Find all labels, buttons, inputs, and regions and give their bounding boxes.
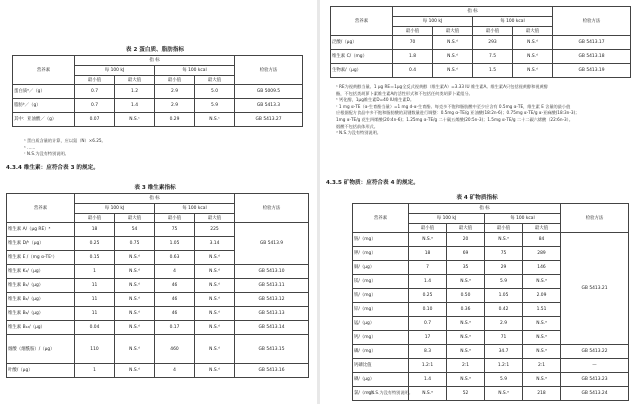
- header-nutrient: 营养素: [13, 56, 75, 85]
- nutrient-name: 锰/（μg）: [353, 317, 409, 331]
- test-method: GB 5413.9: [235, 223, 309, 265]
- value-max-per-100kj: N.S.ᵈ: [115, 364, 155, 378]
- value-min-per-100kcal: 7.5: [473, 50, 513, 64]
- table-row: [7, 307, 309, 321]
- table-row: [7, 265, 309, 279]
- value-min-per-100kj: 1.4: [409, 373, 447, 387]
- table-row: [7, 279, 309, 293]
- header-indicator: 指 标: [393, 7, 553, 17]
- value-min-per-100kj: 70: [393, 36, 433, 50]
- value-min-per-100kj: 0.07: [75, 113, 115, 127]
- test-method: GB 5413.11: [235, 279, 309, 293]
- header-max-kj: 最大值: [115, 76, 155, 85]
- header-method: 检验方法: [553, 7, 631, 36]
- value-min-per-100kj: 11: [75, 307, 115, 321]
- value-max-per-100kcal: 146: [523, 261, 561, 275]
- nutrient-name: 铜/（μg）: [353, 261, 409, 275]
- value-max-per-100kj: N.S.ᵈ: [433, 36, 473, 50]
- value-max-per-100kj: N.S.ᵈ: [433, 64, 473, 78]
- header-per-100kj: 每 100 kJ: [393, 17, 473, 27]
- test-method: GB 5009.5: [235, 85, 303, 99]
- value-max-per-100kcal: N.S.ᵈ: [195, 307, 235, 321]
- header-max-kcal: 最大值: [195, 76, 235, 85]
- nutrient-name: 叶酸/（μg）: [7, 364, 75, 378]
- value-max-per-100kj: N.S.ᶜ: [115, 113, 155, 127]
- value-max-per-100kcal: N.S.ᵃ: [523, 331, 561, 345]
- page-gutter: [317, 0, 320, 404]
- value-min-per-100kj: 0.7: [409, 317, 447, 331]
- nutrient-name: 镁/（mg）: [353, 275, 409, 289]
- value-max-per-100kj: N.S.ᵃ: [447, 317, 485, 331]
- value-max-per-100kcal: 5.9: [195, 99, 235, 113]
- header-per-100kcal: 每 100 kcal: [473, 17, 553, 27]
- nutrient-name: 维生素 B₆/（μg）: [7, 307, 75, 321]
- table4-title: 表 4 矿物质指标: [456, 195, 498, 201]
- nutrient-name: 维生素 E /（mg α-TEᶜ）: [7, 251, 75, 265]
- value-min-per-100kj: 1.8: [393, 50, 433, 64]
- protein-fat-table: [12, 55, 303, 127]
- nutrient-name: 钠/（mg）: [353, 233, 409, 247]
- table-row: [13, 85, 303, 99]
- test-method: —: [561, 359, 629, 373]
- value-min-per-100kcal: 4: [155, 265, 195, 279]
- header-method: 检验方法: [235, 194, 309, 223]
- value-min-per-100kcal: 5.9: [485, 275, 523, 289]
- value-max-per-100kj: N.S.ᵈ: [115, 335, 155, 364]
- value-min-per-100kcal: N.S.ᵃ: [485, 387, 523, 401]
- nutrient-name: 维生素 C/（mg）: [331, 50, 393, 64]
- value-max-per-100kj: 1.2: [115, 85, 155, 99]
- nutrient-name: 泛酸/（μg）: [331, 36, 393, 50]
- value-max-per-100kcal: N.S.ᵈ: [195, 364, 235, 378]
- value-min-per-100kcal: 34.7: [485, 345, 523, 359]
- test-method: GB 5413.17: [553, 36, 631, 50]
- header-min-kj: 最小值: [75, 76, 115, 85]
- value-min-per-100kcal: 0.17: [155, 321, 195, 335]
- header-indicator: 指 标: [75, 194, 235, 204]
- header-min-kj: 最小值: [75, 214, 115, 223]
- value-max-per-100kj: 35: [447, 261, 485, 275]
- value-min-per-100kcal: 2.9: [155, 85, 195, 99]
- header-per-100kj: 每 100 kJ: [75, 66, 155, 76]
- value-max-per-100kj: N.S.ᵈ: [115, 293, 155, 307]
- value-min-per-100kcal: 75: [155, 223, 195, 237]
- value-max-per-100kcal: N.S.ᵈ: [513, 50, 553, 64]
- header-indicator: 指 标: [75, 56, 235, 66]
- table-row: [353, 345, 629, 359]
- value-min-per-100kj: 1: [75, 364, 115, 378]
- table-row: [7, 321, 309, 335]
- header-min-kcal: 最小值: [155, 76, 195, 85]
- nutrient-name: 维生素 K₁/（μg）: [7, 265, 75, 279]
- value-max-per-100kcal: N.S.ᶜ: [195, 113, 235, 127]
- right-page: [322, 0, 640, 404]
- value-min-per-100kcal: 1.5: [473, 64, 513, 78]
- value-max-per-100kcal: N.S.ᵈ: [513, 36, 553, 50]
- value-max-per-100kj: N.S.ᵈ: [115, 279, 155, 293]
- test-method: GB 5413.13: [235, 307, 309, 321]
- value-max-per-100kj: 2:1: [447, 359, 485, 373]
- value-max-per-100kcal: N.S.ᵃ: [523, 373, 561, 387]
- value-min-per-100kj: 7: [409, 261, 447, 275]
- value-min-per-100kcal: 75: [485, 247, 523, 261]
- header-per-100kj: 每 100 kJ: [409, 214, 485, 224]
- table-row: [353, 359, 629, 373]
- value-min-per-100kj: 0.25: [409, 289, 447, 303]
- table-row: [13, 113, 303, 127]
- header-per-100kj: 每 100 kJ: [75, 204, 155, 214]
- test-method: GB 5413.10: [235, 265, 309, 279]
- value-min-per-100kj: 11: [75, 279, 115, 293]
- value-min-per-100kj: 0.25: [75, 237, 115, 251]
- table-row: [331, 36, 631, 50]
- value-max-per-100kcal: 1.51: [523, 303, 561, 317]
- header-min-kcal: 最小值: [155, 214, 195, 223]
- value-max-per-100kcal: 3.14: [195, 237, 235, 251]
- nutrient-name: 维生素 B₁₂/（μg）: [7, 321, 75, 335]
- header-per-100kcal: 每 100 kcal: [155, 204, 235, 214]
- table-row: [331, 64, 631, 78]
- value-min-per-100kj: 11: [75, 293, 115, 307]
- table4-notes: ᵃ N.S.为没有特别说明。: [368, 390, 413, 395]
- nutrient-name: 维生素 B₂/（μg）: [7, 293, 75, 307]
- value-min-per-100kcal: 1.05: [155, 237, 195, 251]
- nutrient-name: 氯/（mg）: [353, 387, 409, 401]
- test-method: GB 5413.14: [235, 321, 309, 335]
- value-min-per-100kj: 8.3: [409, 345, 447, 359]
- nutrient-name: 生物素/（μg）: [331, 64, 393, 78]
- header-min-kcal: 最小值: [473, 27, 513, 36]
- section-4-3-4: 4.3.4 维生素：应符合表 3 的规定。: [6, 165, 99, 171]
- value-min-per-100kcal: 71: [485, 331, 523, 345]
- value-max-per-100kcal: 5.0: [195, 85, 235, 99]
- value-max-per-100kj: N.S.ᵃ: [447, 275, 485, 289]
- section-4-3-5: 4.3.5 矿物质：应符合表 4 的规定。: [326, 180, 419, 186]
- value-max-per-100kj: N.S.ᵈ: [115, 265, 155, 279]
- vitamin-table: [6, 193, 309, 378]
- value-min-per-100kcal: 1.05: [485, 289, 523, 303]
- header-nutrient: 营养素: [7, 194, 75, 223]
- vitamin-table-notes: ᵃ RE为视黄醇当量。1 μg RE＝1μg全反式视黄醇（维生素A）=3.33 IU 维生素A。维生素A只包括视黄醇和视黄醇 酯，不包括类胡萝卜素维生素A的活性形式和不包括任何类胡萝卜素组分。 ᵇ 钙化醇，1μg维生素D=40 IU维生素D。 ᶜ 1 mg α-TE（α-生育酚当量）=1 mg d-α-生育酚。每克多不饱和脂肪酸中至少应含有 0.5mg α-TE，维生素 E 含量的最小值 应根据配方食品中多不饱和脂肪酸的双键数量进行调整：0.5mg α-TE/g 亚油酸(18:2n-6)；0.75mg α-TE/g α-亚麻酸(18:3n-3)； 1mg α-TE/g 花生四烯酸(20:4n-6)；1.25mg α-TE/g 二十碳五烯酸(20:5n-3)；1.5mg α-TE/g 二十二碳六烯酸（22:6n-3）。 烟酸不包括前体形式。 ᵈ N.S.为没有特别说明。: [336, 84, 580, 136]
- value-max-per-100kcal: N.S.ᵈ: [195, 251, 235, 265]
- value-max-per-100kcal: 218: [523, 387, 561, 401]
- table2-title: 表 2 蛋白质、脂肪指标: [125, 47, 185, 53]
- value-max-per-100kcal: 2:1: [523, 359, 561, 373]
- value-min-per-100kj: 110: [75, 335, 115, 364]
- value-max-per-100kcal: N.S.ᵈ: [195, 265, 235, 279]
- value-min-per-100kcal: 29: [485, 261, 523, 275]
- table2-notes: ᵃ 蛋白质含量的计算，应以氮（N）×6.25。 ᵇ …… ᶜ N.S.为没有特别说明。: [24, 138, 106, 157]
- header-method: 检验方法: [561, 204, 629, 233]
- header-max-kj: 最大值: [115, 214, 155, 223]
- header-max-kcal: 最大值: [513, 27, 553, 36]
- value-max-per-100kcal: N.S.ᵈ: [513, 64, 553, 78]
- nutrient-name: 钾/（mg）: [353, 247, 409, 261]
- value-max-per-100kcal: 289: [523, 247, 561, 261]
- nutrient-name: 钙/（mg）: [353, 331, 409, 345]
- header-max-kcal: 最大值: [523, 224, 561, 233]
- value-max-per-100kcal: N.S.ᵃ: [523, 275, 561, 289]
- value-min-per-100kj: 17: [409, 331, 447, 345]
- value-max-per-100kj: N.S.ᵈ: [115, 321, 155, 335]
- header-per-100kcal: 每 100 kcal: [485, 214, 561, 224]
- value-min-per-100kj: N.S.ᵃ: [409, 233, 447, 247]
- value-max-per-100kcal: N.S.ᵃ: [523, 317, 561, 331]
- value-max-per-100kj: 1.4: [115, 99, 155, 113]
- header-nutrient: 营养素: [353, 204, 409, 233]
- value-min-per-100kcal: 0.42: [485, 303, 523, 317]
- value-max-per-100kcal: N.S.ᵈ: [195, 335, 235, 364]
- value-min-per-100kcal: 2.9: [485, 317, 523, 331]
- nutrient-name: 蛋白质ᵃ／（g）: [13, 85, 75, 99]
- value-max-per-100kj: 20: [447, 233, 485, 247]
- test-method: GB 5413.21: [561, 233, 629, 345]
- value-max-per-100kcal: 225: [195, 223, 235, 237]
- nutrient-name: 维生素 B₁/（μg）: [7, 279, 75, 293]
- table-row: [7, 223, 309, 237]
- value-min-per-100kcal: 293: [473, 36, 513, 50]
- header-min-kj: 最小值: [409, 224, 447, 233]
- value-min-per-100kcal: 46: [155, 293, 195, 307]
- value-min-per-100kj: 0.7: [75, 99, 115, 113]
- test-method: GB 5413.27: [235, 113, 303, 127]
- table-row: [353, 373, 629, 387]
- value-min-per-100kj: 0.10: [409, 303, 447, 317]
- value-max-per-100kj: N.S.ᵈ: [433, 50, 473, 64]
- value-max-per-100kj: 54: [115, 223, 155, 237]
- nutrient-name: 铁/（mg）: [353, 289, 409, 303]
- value-max-per-100kcal: N.S.ᵈ: [195, 279, 235, 293]
- value-min-per-100kcal: 4: [155, 364, 195, 378]
- test-method: GB 5413.15: [235, 335, 309, 364]
- nutrient-name: 烟酸（烟酰胺）/（μg）: [7, 335, 75, 364]
- nutrient-name: 锌/（mg）: [353, 303, 409, 317]
- value-max-per-100kj: N.S.ᵃ: [447, 331, 485, 345]
- header-method: 检验方法: [235, 56, 303, 85]
- table-row: [7, 364, 309, 378]
- value-min-per-100kcal: 0.29: [155, 113, 195, 127]
- value-min-per-100kj: 18: [409, 247, 447, 261]
- header-max-kj: 最大值: [433, 27, 473, 36]
- value-min-per-100kj: 0.15: [75, 251, 115, 265]
- value-max-per-100kj: 0.36: [447, 303, 485, 317]
- value-min-per-100kj: N.S.ᵃ: [409, 387, 447, 401]
- value-min-per-100kcal: N.S.ᵃ: [485, 233, 523, 247]
- vitamin-table-continued: [330, 6, 631, 78]
- value-min-per-100kcal: 0.63: [155, 251, 195, 265]
- nutrient-name: 碘/（μg）: [353, 373, 409, 387]
- value-max-per-100kj: N.S.ᵈ: [115, 251, 155, 265]
- value-min-per-100kj: 1: [75, 265, 115, 279]
- table-row: [13, 99, 303, 113]
- header-min-kj: 最小值: [393, 27, 433, 36]
- value-max-per-100kj: N.S.ᵈ: [115, 307, 155, 321]
- value-max-per-100kj: 0.50: [447, 289, 485, 303]
- mineral-table: [352, 203, 629, 401]
- table-row: [7, 293, 309, 307]
- value-min-per-100kj: 0.7: [75, 85, 115, 99]
- value-max-per-100kcal: 2.09: [523, 289, 561, 303]
- value-min-per-100kj: 18: [75, 223, 115, 237]
- table-row: [7, 335, 309, 364]
- test-method: GB 5413.19: [553, 64, 631, 78]
- value-max-per-100kcal: 84: [523, 233, 561, 247]
- test-method: GB 5413.23: [561, 373, 629, 387]
- nutrient-name: 磷/（mg）: [353, 345, 409, 359]
- value-max-per-100kj: N.S.ᵃ: [447, 373, 485, 387]
- table-row: [353, 233, 629, 247]
- value-max-per-100kj: 0.75: [115, 237, 155, 251]
- value-max-per-100kj: 69: [447, 247, 485, 261]
- header-min-kcal: 最小值: [485, 224, 523, 233]
- value-min-per-100kcal: 1.2:1: [485, 359, 523, 373]
- value-min-per-100kcal: 5.9: [485, 373, 523, 387]
- test-method: GB 5413.22: [561, 345, 629, 359]
- test-method: GB 5413.18: [553, 50, 631, 64]
- test-method: GB 5413.16: [235, 364, 309, 378]
- value-min-per-100kj: 0.4: [393, 64, 433, 78]
- test-method: GB 5413.3: [235, 99, 303, 113]
- value-max-per-100kj: N.S.ᵃ: [447, 345, 485, 359]
- table3-title: 表 3 维生素指标: [134, 185, 176, 191]
- value-min-per-100kcal: 460: [155, 335, 195, 364]
- header-nutrient: 营养素: [331, 7, 393, 36]
- left-page: [0, 0, 315, 404]
- value-max-per-100kcal: N.S.ᵈ: [195, 293, 235, 307]
- value-min-per-100kcal: 46: [155, 279, 195, 293]
- value-min-per-100kcal: 46: [155, 307, 195, 321]
- value-max-per-100kcal: N.S.ᵈ: [195, 321, 235, 335]
- value-min-per-100kj: 1.4: [409, 275, 447, 289]
- header-max-kj: 最大值: [447, 224, 485, 233]
- test-method: GB 5413.12: [235, 293, 309, 307]
- header-max-kcal: 最大值: [195, 214, 235, 223]
- value-min-per-100kcal: 2.9: [155, 99, 195, 113]
- test-method: GB 5413.24: [561, 387, 629, 401]
- nutrient-name: 其中：亚油酸／（g）: [13, 113, 75, 127]
- value-min-per-100kj: 1.2:1: [409, 359, 447, 373]
- header-indicator: 指 标: [409, 204, 561, 214]
- value-min-per-100kj: 0.04: [75, 321, 115, 335]
- nutrient-name: 维生素 A/（μg RE）ᵃ: [7, 223, 75, 237]
- nutrient-name: 维生素 D/ᵇ（μg）: [7, 237, 75, 251]
- nutrient-name: 钙磷比值: [353, 359, 409, 373]
- nutrient-name: 脂肪ᵇ／（g）: [13, 99, 75, 113]
- value-max-per-100kj: 52: [447, 387, 485, 401]
- value-max-per-100kcal: N.S.ᵃ: [523, 345, 561, 359]
- header-per-100kcal: 每 100 kcal: [155, 66, 235, 76]
- table-row: [331, 50, 631, 64]
